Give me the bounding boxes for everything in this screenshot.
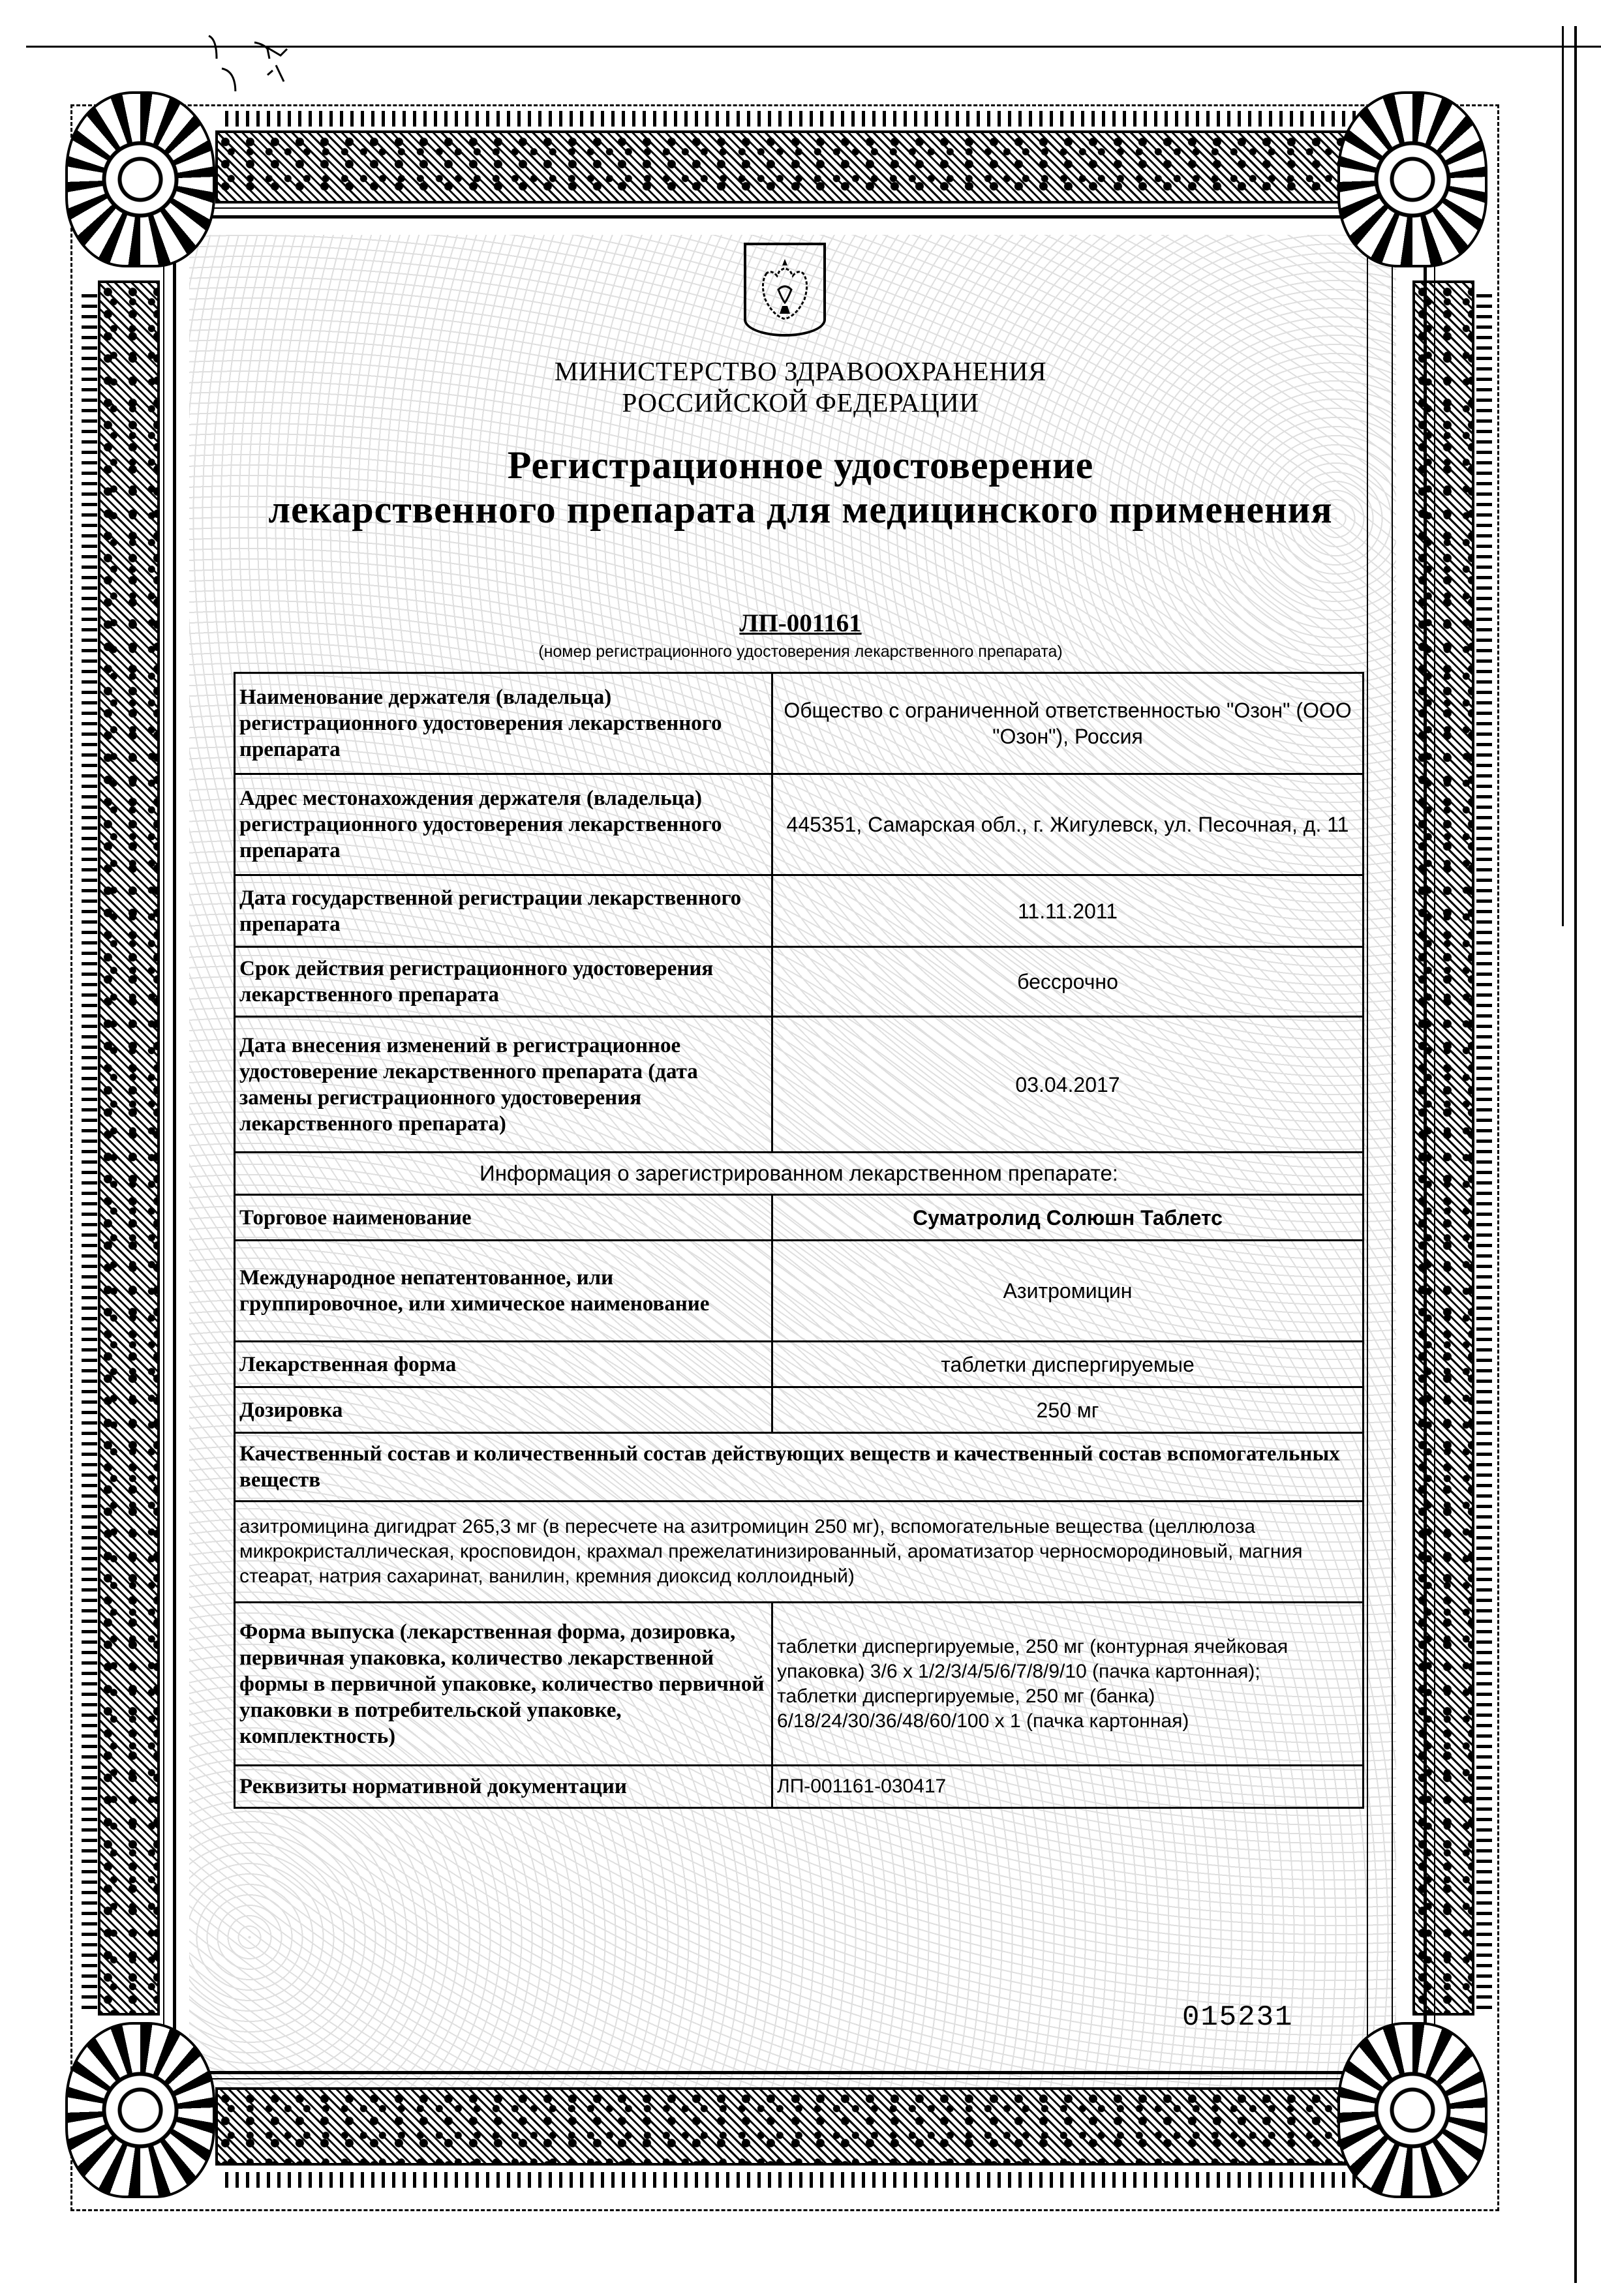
validity-value: бессрочно [772,947,1364,1017]
trade-name-label: Торговое наименование [235,1195,772,1241]
russian-coat-of-arms-icon [744,243,826,337]
table-row [235,1153,1364,1195]
corner-rosette-bottom-right [1337,2022,1487,2198]
registration-number-caption: (номер регистрационного удостоверения лекарственного препарата) [538,642,1063,661]
table-row [235,947,1364,1017]
table-row [235,1017,1364,1153]
holder-address-label: Адрес местонахождения держателя (владельца) регистрационного удостоверения лекарственного препарата [235,774,772,875]
trade-name-value: Суматролид Солюшн Таблетс [772,1195,1364,1241]
frame-tick-strip-top [225,111,1373,127]
inn-label: Международное непатентованное, или группировочное, или химическое наименование [235,1241,772,1342]
registration-date-value: 11.11.2011 [772,875,1364,947]
table-row [235,1433,1364,1502]
composition-value: азитромицина дигидрат 265,3 мг (в пересчете на азитромицин 250 мг), вспомогательные вещества (целлюлоза микрокристаллическая, кросповидон, крахмал прежелатинизированный, ароматизатор черносмородиновый, магния стеарат, натрия сахаринат, ванилин, кремния диоксид коллоидный) [235,1502,1364,1603]
holder-name-label: Наименование держателя (владельца) регистрационного удостоверения лекарственного препарата [235,673,772,774]
corner-rosette-bottom-left [65,2022,215,2198]
frame-tick-strip-left [82,287,97,2009]
certificate-title-line1: Регистрационное удостоверение [507,444,1094,487]
frame-ornament-left [98,280,160,2016]
table-row [235,673,1364,774]
release-form-value [772,1603,1364,1766]
table-row [235,774,1364,875]
ministry-name-line1: МИНИСТЕРСТВО ЗДРАВООХРАНЕНИЯ [554,356,1047,386]
certificate-title-line2: лекарственного препарата для медицинского применения [268,488,1333,531]
holder-name-value: Общество с ограниченной ответственностью "Озон" (ООО "Озон"), Россия [772,673,1364,774]
corner-rosette-top-left [65,91,215,267]
drug-info-header: Информация о зарегистрированном лекарственном препарате: [235,1153,1364,1195]
table-row [235,1387,1364,1433]
holder-address-value: 445351, Самарская обл., г. Жигулевск, ул. Песочная, д. 11 [772,774,1364,875]
dosage-form-label: Лекарственная форма [235,1342,772,1387]
table-row [235,1603,1364,1766]
frame-tick-strip-bottom [225,2172,1373,2188]
release-form-jar: таблетки диспергируемые, 250 мг (банка) 6/18/24/30/36/48/60/100 x 1 (пачка картонная) [777,1685,1189,1732]
change-date-label: Дата внесения изменений в регистрационное удостоверение лекарственного препарата (дата замены регистрационного удостоверения лекарственного препарата) [235,1017,772,1153]
registration-number-value: ЛП-001161 [739,609,862,637]
dosage-form-value: таблетки диспергируемые [772,1342,1364,1387]
composition-label: Качественный состав и количественный состав действующих веществ и качественный состав вспомогательных веществ [235,1433,1364,1502]
normative-doc-value: ЛП-001161-030417 [772,1766,1364,1808]
frame-ornament-bottom [215,2087,1383,2166]
registration-number [0,609,1601,638]
validity-label: Срок действия регистрационного удостоверения лекарственного препарата [235,947,772,1017]
table-row [235,1195,1364,1241]
frame-ornament-top [215,130,1383,204]
table-row [235,1766,1364,1808]
table-row [235,875,1364,947]
change-date-value: 03.04.2017 [772,1017,1364,1153]
corner-rosette-top-right [1337,91,1487,267]
handwritten-mark-icon [202,20,294,91]
registration-details-table [234,672,1364,1809]
form-serial-number: 015231 [1182,2001,1294,2034]
frame-tick-strip-right [1476,287,1492,2009]
table-row [235,1502,1364,1603]
release-form-blister: таблетки диспергируемые, 250 мг (контурная ячейковая упаковка) 3/6 x 1/2/3/4/5/6/7/8/9/10 (пачка картонная); [777,1635,1288,1682]
ministry-name-line2: РОССИЙСКОЙ ФЕДЕРАЦИИ [622,387,979,417]
normative-doc-label: Реквизиты нормативной документации [235,1766,772,1808]
release-form-label: Форма выпуска (лекарственная форма, дозировка, первичная упаковка, количество лекарственной формы в первичной упаковке, количество первичной упаковки в потребительской упаковке, комплектность) [235,1603,772,1766]
registration-date-label: Дата государственной регистрации лекарственного препарата [235,875,772,947]
dosage-label: Дозировка [235,1387,772,1433]
table-row [235,1342,1364,1387]
dosage-value: 250 мг [772,1387,1364,1433]
table-row [235,1241,1364,1342]
inn-value: Азитромицин [772,1241,1364,1342]
